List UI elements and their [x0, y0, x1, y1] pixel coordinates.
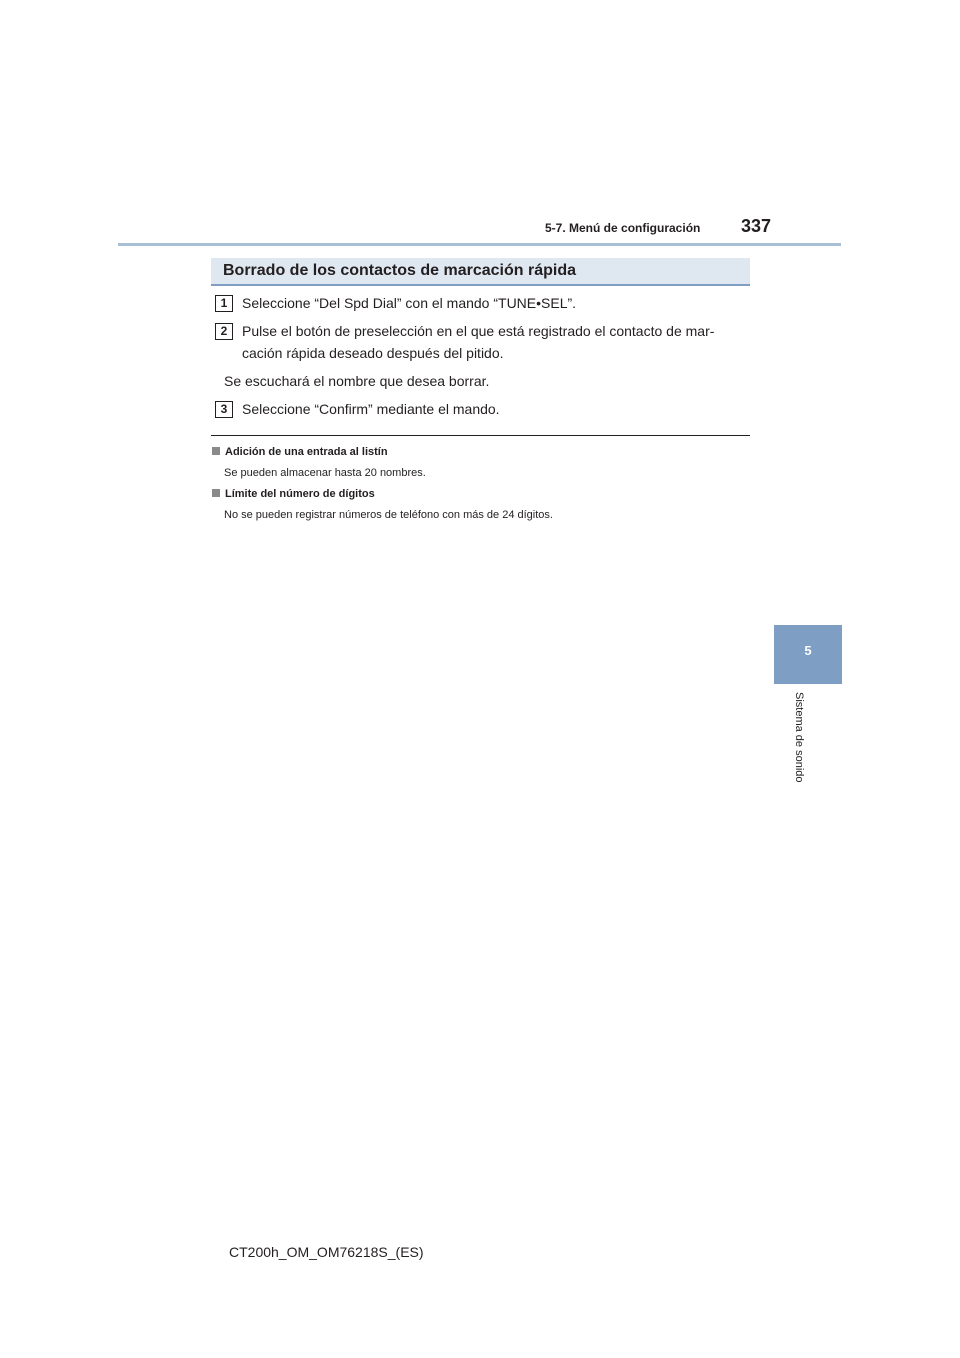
section-heading-text: Borrado de los contactos de marcación rápida — [223, 262, 576, 279]
section-divider — [211, 435, 750, 436]
note-text-1: Se pueden almacenar hasta 20 nombres. — [224, 467, 426, 479]
note-title-1 — [212, 446, 388, 458]
chapter-number: 5 — [804, 643, 812, 658]
step-text-3: Seleccione “Confirm” mediante el mando. — [242, 401, 500, 417]
step-badge-1: 1 — [215, 295, 233, 312]
page-number: 337 — [741, 216, 772, 236]
note-text-2: No se pueden registrar números de teléfono con más de 24 dígitos. — [224, 509, 553, 521]
step-text-2-line1: Pulse el botón de preselección en el que está registrado el contacto de mar- — [242, 323, 715, 339]
header-rule — [118, 243, 841, 246]
note-title-2 — [212, 488, 375, 500]
chapter-tab — [774, 625, 842, 684]
square-bullet-icon — [212, 489, 220, 497]
note-title-2-text: Límite del número de dígitos — [225, 488, 375, 500]
header-section-title: 5-7. Menú de configuración — [545, 221, 701, 235]
footer-code: CT200h_OM_OM76218S_(ES) — [229, 1244, 424, 1260]
chapter-title: Sistema de sonido — [793, 692, 805, 783]
step-badge-3: 3 — [215, 401, 233, 418]
note-title-1-text: Adición de una entrada al listín — [225, 446, 388, 458]
step-badge-2: 2 — [215, 323, 233, 340]
section-heading — [211, 258, 750, 286]
intermediate-note: Se escuchará el nombre que desea borrar. — [224, 373, 490, 389]
step-text-2-line2: cación rápida deseado después del pitido. — [242, 345, 504, 361]
square-bullet-icon — [212, 447, 220, 455]
step-text-1: Seleccione “Del Spd Dial” con el mando “TUNE•SEL”. — [242, 295, 577, 311]
